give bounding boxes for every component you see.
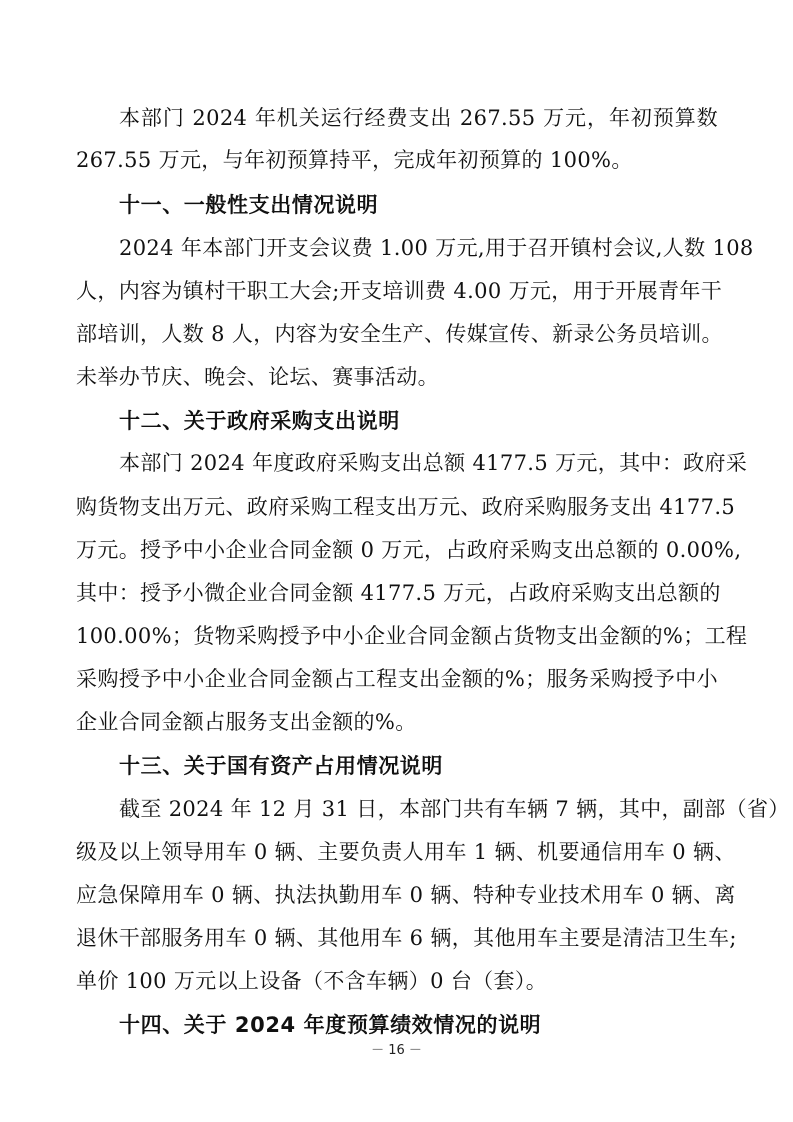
paragraph-line: 267.55 万元，与年初预算持平，完成年初预算的 100%。 (76, 148, 633, 172)
paragraph-line: 单价 100 万元以上设备（不含车辆）0 台（套）。 (76, 969, 548, 993)
paragraph-line: 企业合同金额占服务支出金额的%。 (76, 710, 417, 734)
paragraph-line: 应急保障用车 0 辆、执法执勤用车 0 辆、特种专业技术用车 0 辆、离 (76, 883, 736, 907)
paragraph-line: 本部门 2024 年度政府采购支出总额 4177.5 万元，其中：政府采 (119, 451, 748, 475)
paragraph-line: 100.00%；货物采购授予中小企业合同金额占货物支出金额的%；工程 (76, 624, 748, 648)
section-heading-11: 十一、一般性支出情况说明 (119, 193, 379, 217)
section-heading-14: 十四、关于 2024 年度预算绩效情况的说明 (119, 1013, 542, 1037)
paragraph-line: 级及以上领导用车 0 辆、主要负责人用车 1 辆、机要通信用车 0 辆、 (76, 840, 736, 864)
paragraph-line: 截至 2024 年 12 月 31 日，本部门共有车辆 7 辆，其中，副部（省） (119, 797, 790, 821)
paragraph-line: 万元。授予中小企业合同金额 0 万元，占政府采购支出总额的 0.00%, (76, 538, 742, 562)
paragraph-line: 其中：授予小微企业合同金额 4177.5 万元，占政府采购支出总额的 (76, 581, 721, 605)
page-number: － 16 － (371, 1043, 422, 1058)
paragraph-line: 部培训，人数 8 人，内容为安全生产、传媒宣传、新录公务员培训。 (76, 322, 723, 346)
paragraph-line: 购货物支出万元、政府采购工程支出万元、政府采购服务支出 4177.5 (76, 495, 736, 519)
paragraph-line: 2024 年本部门开支会议费 1.00 万元,用于召开镇村会议,人数 108 (119, 236, 754, 260)
paragraph-line: 本部门 2024 年机关运行经费支出 267.55 万元，年初预算数 (119, 106, 718, 130)
section-heading-12: 十二、关于政府采购支出说明 (119, 409, 400, 433)
paragraph-line: 未举办节庆、晚会、论坛、赛事活动。 (76, 365, 439, 389)
paragraph-line: 退休干部服务用车 0 辆、其他用车 6 辆，其他用车主要是清洁卫生车; (76, 926, 737, 950)
paragraph-line: 人，内容为镇村干职工大会;开支培训费 4.00 万元，用于开展青年干 (76, 279, 723, 303)
paragraph-line: 采购授予中小企业合同金额占工程支出金额的%；服务采购授予中小 (76, 667, 718, 691)
section-heading-13: 十三、关于国有资产占用情况说明 (119, 754, 443, 778)
